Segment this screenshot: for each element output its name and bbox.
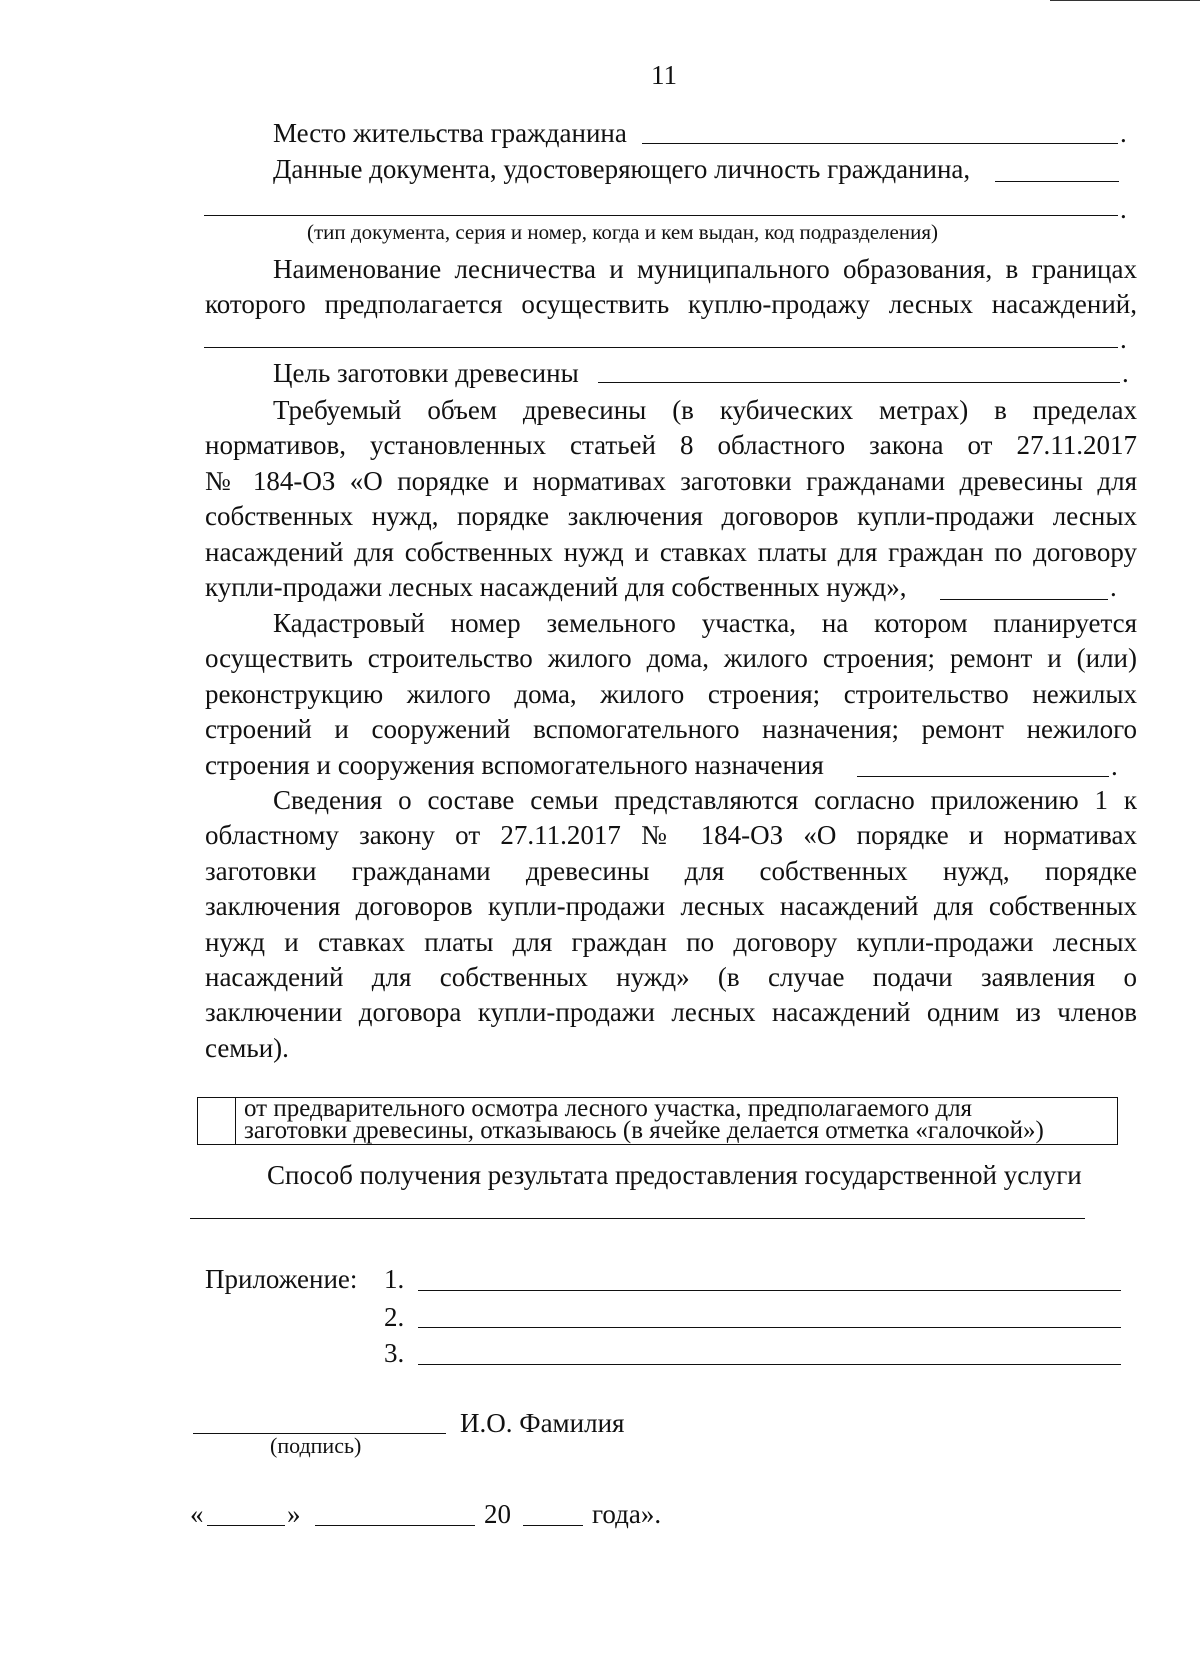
volume-line-4: собственных нужд, порядке заключения договоров купли-продажи лесных: [205, 501, 1137, 532]
identity-doc-hint: (тип документа, серия и номер, когда и кем выдан, код подразделения): [307, 220, 939, 244]
date-suffix: года».: [592, 1499, 662, 1529]
inspection-refusal-text: [244, 1095, 1044, 1144]
cadastral-paragraph: [205, 606, 1137, 783]
volume-period: .: [1110, 572, 1117, 602]
residence-label: Место жительства гражданина: [273, 118, 627, 148]
attachment-number-1: 1.: [384, 1264, 405, 1294]
family-line-3: заготовки гражданами древесины для собственных нужд, порядке: [205, 855, 1137, 886]
forestry-field[interactable]: [204, 347, 1118, 348]
date-century: 20: [484, 1499, 511, 1529]
forestry-period: .: [1120, 324, 1127, 354]
family-line-7: заключении договора купли-продажи лесных насаждений одним из членов: [205, 997, 1137, 1028]
top-edge-mark: [1050, 0, 1200, 1]
attachment-field-2[interactable]: [418, 1327, 1121, 1328]
attachment-field-1[interactable]: [418, 1290, 1121, 1291]
identity-doc-period: .: [1120, 194, 1127, 224]
volume-field[interactable]: [940, 599, 1108, 600]
family-line-6: насаждений для собственных нужд» (в случае подачи заявления о: [205, 962, 1137, 993]
residence-field[interactable]: [642, 143, 1118, 144]
volume-line-5: насаждений для собственных нужд и ставках платы для граждан по договору: [205, 536, 1137, 567]
identity-doc-field-part2[interactable]: [204, 215, 1118, 216]
family-line-8: семьи).: [205, 1032, 289, 1063]
cadastral-field[interactable]: [857, 776, 1109, 777]
result-method-field[interactable]: [190, 1218, 1085, 1219]
volume-line-6: купли-продажи лесных насаждений для собственных нужд»,: [205, 572, 907, 603]
forestry-line-1: Наименование лесничества и муниципального образования, в границах: [273, 254, 1137, 284]
date-open-quote: «: [190, 1499, 204, 1529]
date-month-field[interactable]: [315, 1525, 475, 1526]
result-method-label: Способ получения результата предоставления государственной услуги: [267, 1160, 1082, 1190]
purpose-period: .: [1122, 358, 1129, 388]
date-close-quote: »: [287, 1499, 301, 1529]
date-day-field[interactable]: [207, 1525, 285, 1526]
cadastral-line-1: Кадастровый номер земельного участка, на котором планируется: [273, 608, 1137, 638]
identity-doc-label: Данные документа, удостоверяющего личность гражданина,: [273, 154, 971, 184]
cadastral-line-5: строения и сооружения вспомогательного назначения: [205, 749, 824, 780]
family-line-1: Сведения о составе семьи представляются согласно приложению 1 к: [273, 785, 1137, 815]
signature-hint: (подпись): [270, 1433, 362, 1458]
volume-line-1: Требуемый объем древесины (в кубических метрах) в пределах: [273, 395, 1137, 425]
volume-line-3: № 184-ОЗ «О порядке и нормативах заготовки гражданами древесины для: [205, 465, 1137, 496]
date-year-field[interactable]: [523, 1525, 583, 1526]
cadastral-period: .: [1111, 751, 1118, 781]
inspection-refusal-line-2: заготовки древесины, отказываюсь (в ячейке делается отметка «галочкой»): [244, 1117, 1044, 1144]
cadastral-line-2: осуществить строительство жилого дома, жилого строения; ремонт и (или): [205, 643, 1137, 674]
volume-paragraph: [205, 393, 1137, 605]
attachment-number-3: 3.: [384, 1338, 405, 1368]
family-line-4: заключения договоров купли-продажи лесных насаждений для собственных: [205, 891, 1137, 922]
signature-name: И.О. Фамилия: [460, 1408, 625, 1438]
attachment-field-3[interactable]: [418, 1364, 1121, 1365]
identity-doc-field-part1[interactable]: [995, 181, 1119, 182]
cadastral-line-3: реконструкцию жилого дома, жилого строения; строительство нежилых: [205, 678, 1137, 709]
purpose-label: Цель заготовки древесины: [273, 358, 579, 388]
family-paragraph: [205, 783, 1137, 1066]
family-line-5: нужд и ставках платы для граждан по договору купли-продажи лесных: [205, 926, 1137, 957]
volume-line-2: нормативов, установленных статьей 8 областного закона от 27.11.2017: [205, 430, 1137, 461]
inspection-refusal-line-1: от предварительного осмотра лесного участка, предполагаемого для: [244, 1095, 973, 1122]
family-line-2: областному закону от 27.11.2017 № 184-ОЗ «О порядке и нормативах: [205, 820, 1137, 851]
inspection-refusal-row: [197, 1097, 1118, 1145]
cadastral-line-4: строений и сооружений вспомогательного назначения; ремонт нежилого: [205, 714, 1137, 745]
page-number: 11: [651, 60, 677, 90]
inspection-refusal-checkbox[interactable]: [198, 1098, 236, 1144]
residence-period: .: [1120, 118, 1127, 148]
forestry-line-2: которого предполагается осуществить куплю-продажу лесных насаждений,: [205, 289, 1137, 320]
attachments-label: Приложение:: [205, 1264, 358, 1294]
attachment-number-2: 2.: [384, 1302, 405, 1332]
purpose-field[interactable]: [598, 382, 1120, 383]
forestry-paragraph: [205, 252, 1137, 323]
